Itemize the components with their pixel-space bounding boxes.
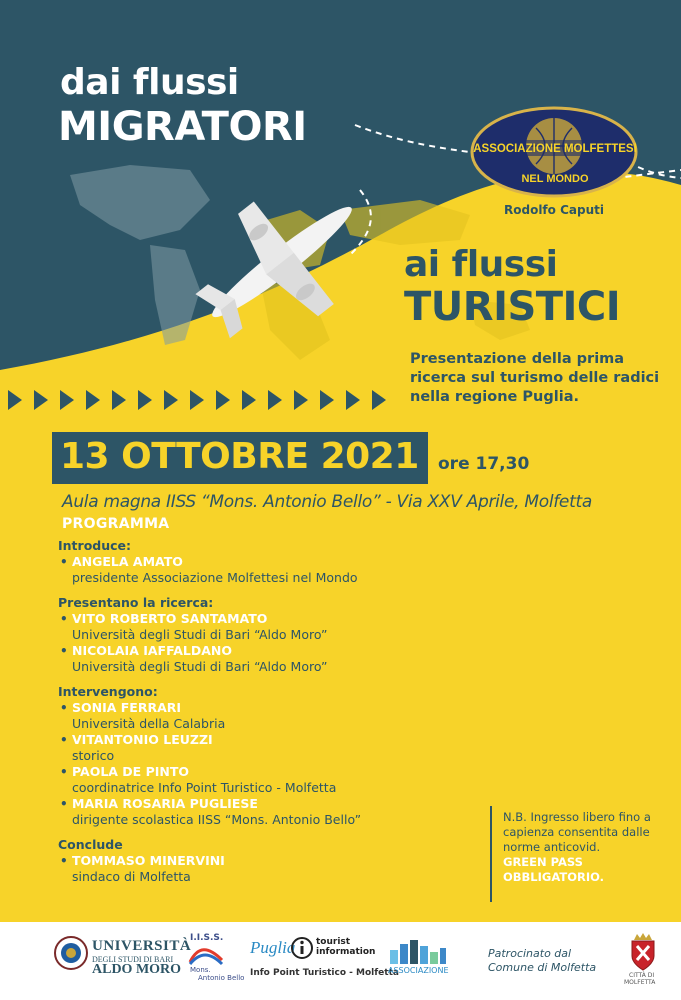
speaker-role: Università della Calabria bbox=[72, 716, 226, 731]
speaker bbox=[58, 700, 478, 732]
speaker bbox=[58, 643, 478, 675]
speaker-role: Università degli Studi di Bari “Aldo Moro” bbox=[72, 627, 328, 642]
title-line-4: TURISTICI bbox=[404, 284, 621, 330]
speaker-name: PAOLA DE PINTO bbox=[72, 764, 189, 779]
section-title: Conclude bbox=[58, 837, 123, 852]
speaker-role: dirigente scolastica IISS “Mons. Antonio Bello” bbox=[72, 812, 362, 827]
speaker-role: Università degli Studi di Bari “Aldo Moro” bbox=[72, 659, 328, 674]
uniba-line-2: DEGLI STUDI DI BARI bbox=[92, 955, 174, 964]
speaker bbox=[58, 853, 478, 885]
title-line-1: dai flussi bbox=[60, 62, 239, 103]
section-title: Presentano la ricerca: bbox=[58, 595, 214, 610]
association-logo bbox=[470, 106, 640, 198]
note-highlight: GREEN PASS OBBLIGATORIO. bbox=[503, 855, 605, 884]
speaker-name: VITO ROBERTO SANTAMATO bbox=[72, 611, 268, 626]
tourist-line-2: information bbox=[316, 947, 376, 957]
speaker-name: ANGELA AMATO bbox=[72, 554, 183, 569]
program-section bbox=[58, 684, 478, 828]
logo-caption: Rodolfo Caputi bbox=[504, 203, 604, 217]
iiss-logo-icon bbox=[188, 942, 224, 966]
bullet-icon: • bbox=[60, 644, 68, 658]
speaker-role: sindaco di Molfetta bbox=[72, 869, 191, 884]
city-crest-icon bbox=[628, 932, 658, 972]
bullet-icon: • bbox=[60, 612, 68, 626]
speaker bbox=[58, 796, 478, 828]
program-section bbox=[58, 837, 478, 885]
program-list bbox=[58, 538, 478, 894]
uniba-line-3: ALDO MORO bbox=[92, 962, 182, 977]
bullet-icon: • bbox=[60, 733, 68, 747]
event-time: ore 17,30 bbox=[438, 454, 530, 474]
speaker-name: SONIA FERRARI bbox=[72, 700, 182, 715]
title-line-3: ai flussi bbox=[404, 244, 558, 285]
note-text: N.B. Ingresso libero fino a capienza consentita dalle norme anticovid. bbox=[503, 810, 651, 854]
speaker-role: coordinatrice Info Point Turistico - Molfetta bbox=[72, 780, 337, 795]
uniba-seal-icon bbox=[54, 936, 88, 970]
speaker-name: TOMMASO MINERVINI bbox=[72, 853, 225, 868]
section-title: Introduce: bbox=[58, 538, 132, 553]
uniba-line-1: UNIVERSITÀ bbox=[92, 938, 192, 954]
info-icon bbox=[290, 936, 314, 960]
bullet-icon: • bbox=[60, 854, 68, 868]
logo-bottom-text: NEL MONDO bbox=[521, 173, 589, 185]
event-date: 13 OTTOBRE 2021 bbox=[60, 436, 419, 477]
assoc-label: ASSOCIAZIONE bbox=[388, 966, 449, 975]
patronage-line-2: Comune di Molfetta bbox=[488, 961, 597, 974]
iiss-line-3: Antonio Bello bbox=[198, 974, 245, 982]
speaker bbox=[58, 764, 478, 796]
infopoint-label: Info Point Turistico - Molfetta bbox=[250, 968, 399, 978]
speaker-role: presidente Associazione Molfettesi nel Mondo bbox=[72, 570, 358, 585]
subtitle: Presentazione della prima ricerca sul turismo delle radici nella regione Puglia. bbox=[410, 351, 660, 405]
puglia-logo-text: Puglia bbox=[250, 938, 296, 957]
speaker-name: MARIA ROSARIA PUGLIESE bbox=[72, 796, 258, 811]
note-divider bbox=[490, 806, 492, 902]
patronage-line-1: Patrocinato dal bbox=[488, 947, 572, 960]
iiss-line-2: Mons. bbox=[190, 966, 211, 974]
arrow-strip bbox=[8, 388, 388, 412]
speaker-name: NICOLAIA IAFFALDANO bbox=[72, 643, 232, 658]
bullet-icon: • bbox=[60, 701, 68, 715]
bullet-icon: • bbox=[60, 555, 68, 569]
event-venue: Aula magna IISS “Mons. Antonio Bello” - Via XXV Aprile, Molfetta bbox=[62, 492, 592, 512]
speaker bbox=[58, 611, 478, 643]
city-line-1: CITTÀ DI bbox=[629, 972, 655, 979]
program-section bbox=[58, 595, 478, 675]
skyline-logo-icon bbox=[388, 938, 448, 964]
speaker-name: VITANTONIO LEUZZI bbox=[72, 732, 213, 747]
title-line-2: MIGRATORI bbox=[58, 104, 307, 150]
city-line-2: MOLFETTA bbox=[624, 979, 656, 986]
section-title: Intervengono: bbox=[58, 684, 158, 699]
speaker bbox=[58, 732, 478, 764]
tourist-line-1: tourist bbox=[316, 937, 351, 947]
speaker-role: storico bbox=[72, 748, 115, 763]
bullet-icon: • bbox=[60, 765, 68, 779]
note bbox=[503, 810, 673, 885]
logo-top-text: ASSOCIAZIONE MOLFETTESI bbox=[473, 143, 637, 155]
iiss-line-1: I.I.S.S. bbox=[190, 933, 224, 943]
speaker bbox=[58, 554, 478, 586]
program-title: PROGRAMMA bbox=[62, 516, 170, 532]
bullet-icon: • bbox=[60, 797, 68, 811]
program-section bbox=[58, 538, 478, 586]
